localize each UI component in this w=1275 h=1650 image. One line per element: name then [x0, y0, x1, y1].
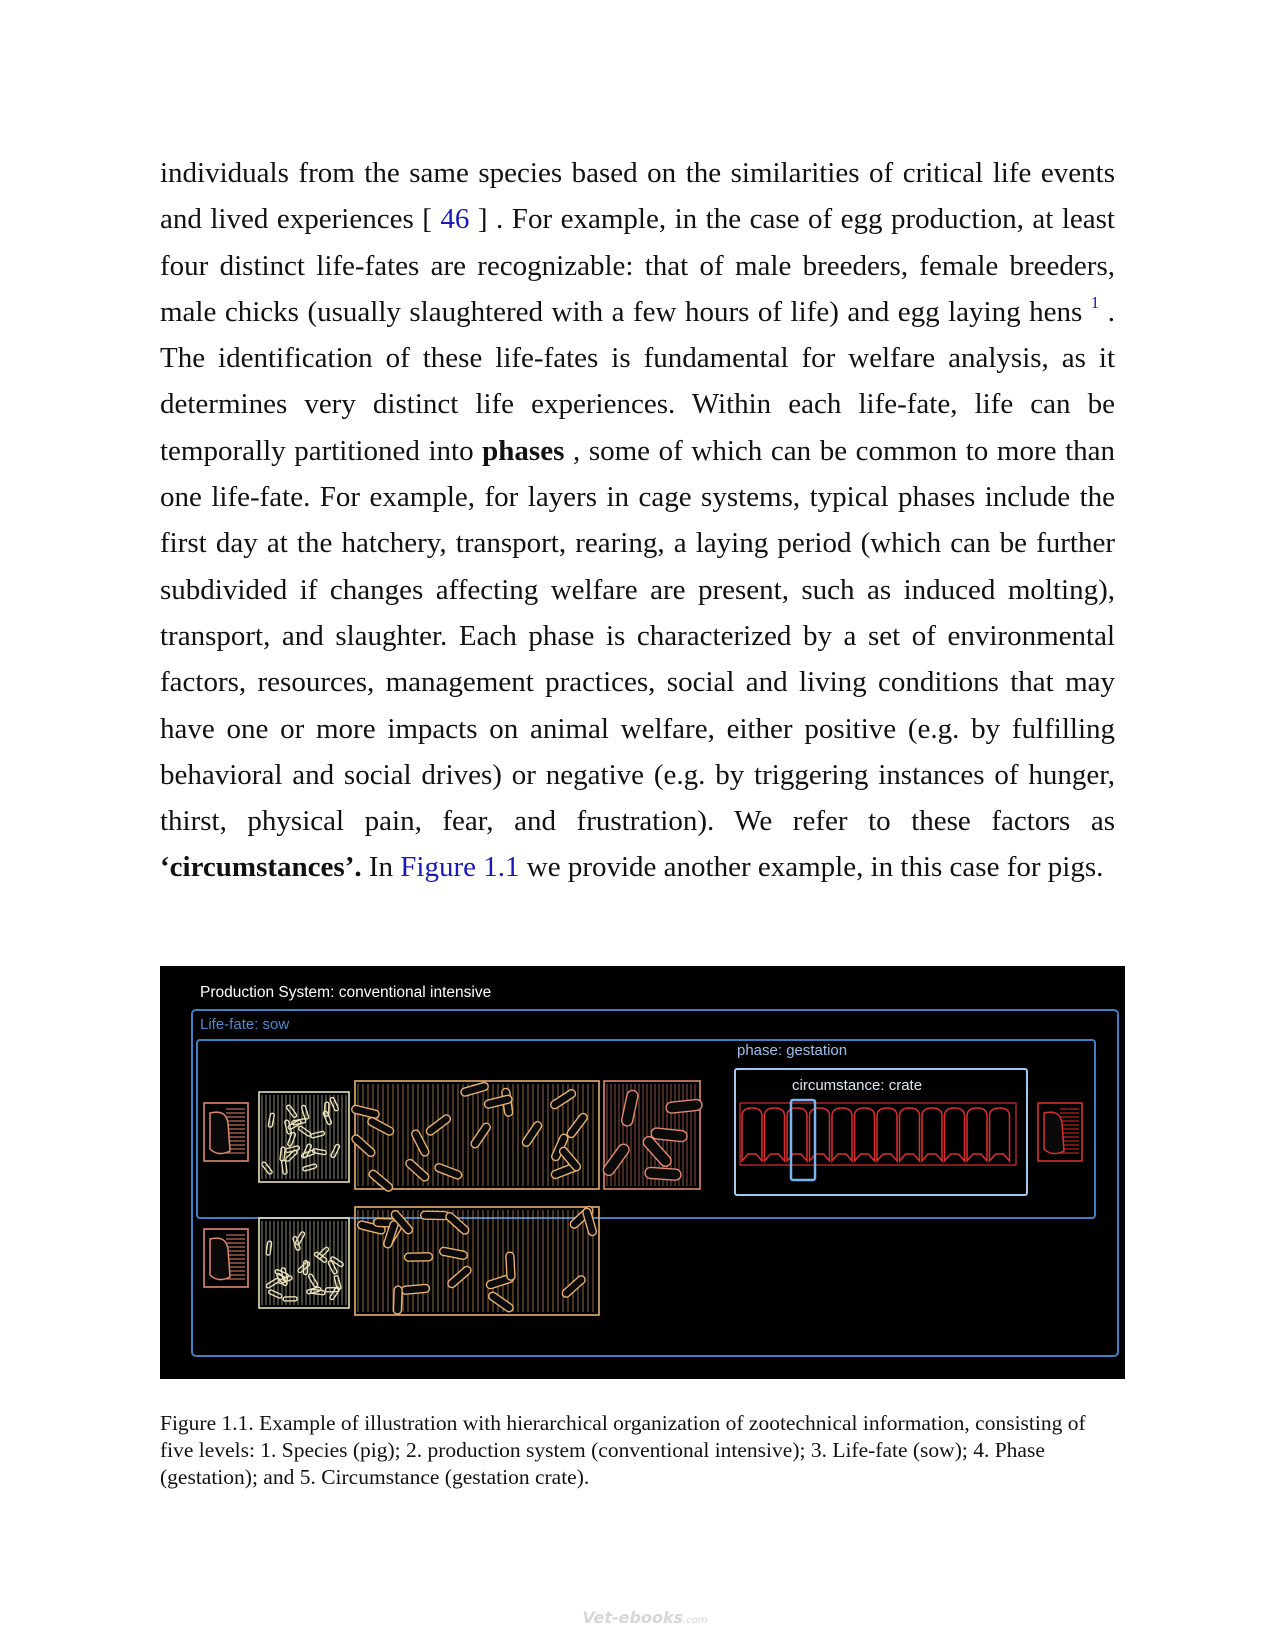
text-run: In [361, 851, 401, 884]
pig-icon [261, 1161, 273, 1174]
text-run: ] . For example, in the case of egg production, at least four distinct life-fates are recognizable: that of male breeders, female breeders, male chicks (usually slaughtered with a few hours of life) and egg laying hens [160, 203, 1115, 328]
figure-caption: Figure 1.1. Example of illustration with hierarchical organization of zootechnical information, consisting of five levels: 1. Species (pig); 2. production system (conventional intensive); 3. Life-fate (sow); 4. Phase (gestation); and 5. Circumstance (gestation crate). [160, 1411, 1086, 1489]
row-frame [197, 1040, 1095, 1218]
pig-icon [582, 1207, 597, 1236]
watermark-text: Vet-ebooks [582, 1608, 684, 1627]
watermark-suffix: .com [683, 1615, 708, 1626]
pig-icon [328, 1260, 338, 1274]
pig-icon [330, 1144, 340, 1158]
text-run: . The identification of these life-fates is fundamental for welfare analysis, as it determines very distinct life experiences. Within each life-fate, life can be temporally partitioned into [160, 295, 1116, 467]
sow-icon [210, 1238, 230, 1279]
pig-icon [506, 1252, 515, 1280]
sow-icon [210, 1112, 230, 1153]
term-phases: phases [482, 434, 565, 467]
production-system-label: Production System: conventional intensive [200, 984, 492, 1001]
pig-icon [460, 1082, 489, 1097]
body-text [160, 150, 1115, 891]
citation-link-46[interactable]: 46 [440, 203, 470, 236]
pig-icon [404, 1253, 432, 1261]
figure-1-1 [160, 966, 1125, 1379]
pig-icon [401, 1284, 430, 1294]
pig-icon [308, 1273, 318, 1287]
pig-icon [393, 1286, 402, 1314]
circumstance-label: circumstance: crate [792, 1077, 923, 1094]
phase-label: phase: gestation [737, 1042, 848, 1059]
pig-icon [621, 1089, 639, 1127]
pig-icon [446, 1265, 472, 1289]
pig-icon [280, 1147, 285, 1161]
pig-icon [521, 1120, 543, 1148]
pig-icon [329, 1286, 340, 1300]
sow-icon [1044, 1112, 1064, 1153]
pig-icon [286, 1104, 297, 1118]
pig-icon [487, 1291, 515, 1314]
text-run: , some of which can be common to more than one life-fate. For example, for layers in cage systems, typical phases include the first day at the hatchery, transport, rearing, a laying period (which can be further subdivided if changes affecting welfare are present, such as induced molting), transport, and slaughter. Each phase is characterized by a set of environmental factors, resources, management practices, social and living conditions that may have one or more impacts on animal welfare, either positive (e.g. by fulfilling behavioral and social drives) or negative (e.g. by triggering instances of hunger, thirst, physical pain, fear, and frustration). We refer to these factors as [160, 434, 1116, 838]
pig-icon [298, 1126, 312, 1137]
pig-icon [651, 1127, 688, 1142]
text-run: individuals from the same species based on the similarities of critical life events and lived experiences [ [160, 157, 1115, 236]
text-run: we provide another example, in this case for pigs. [519, 851, 1104, 884]
life-fate-label: Life-fate: sow [200, 1016, 290, 1033]
pig-icon [421, 1211, 449, 1219]
pig-icon [266, 1278, 280, 1289]
pig-icon [645, 1167, 682, 1180]
pig-icon [366, 1116, 394, 1136]
term-circumstances: ‘circumstances’. [160, 851, 362, 884]
paragraph [160, 150, 1115, 891]
watermark [570, 1608, 720, 1627]
pig-icon [324, 1102, 328, 1116]
figure-link[interactable]: Figure 1.1 [400, 851, 520, 884]
pig-icon [266, 1241, 272, 1255]
pig-pens-scene [204, 1081, 1082, 1315]
figure-illustration [160, 966, 1125, 1379]
footnote-link-1[interactable]: 1 [1090, 292, 1100, 312]
pig-icon [566, 1112, 589, 1139]
gestation-crates [742, 1108, 1010, 1161]
circumstance-highlight [791, 1100, 815, 1180]
